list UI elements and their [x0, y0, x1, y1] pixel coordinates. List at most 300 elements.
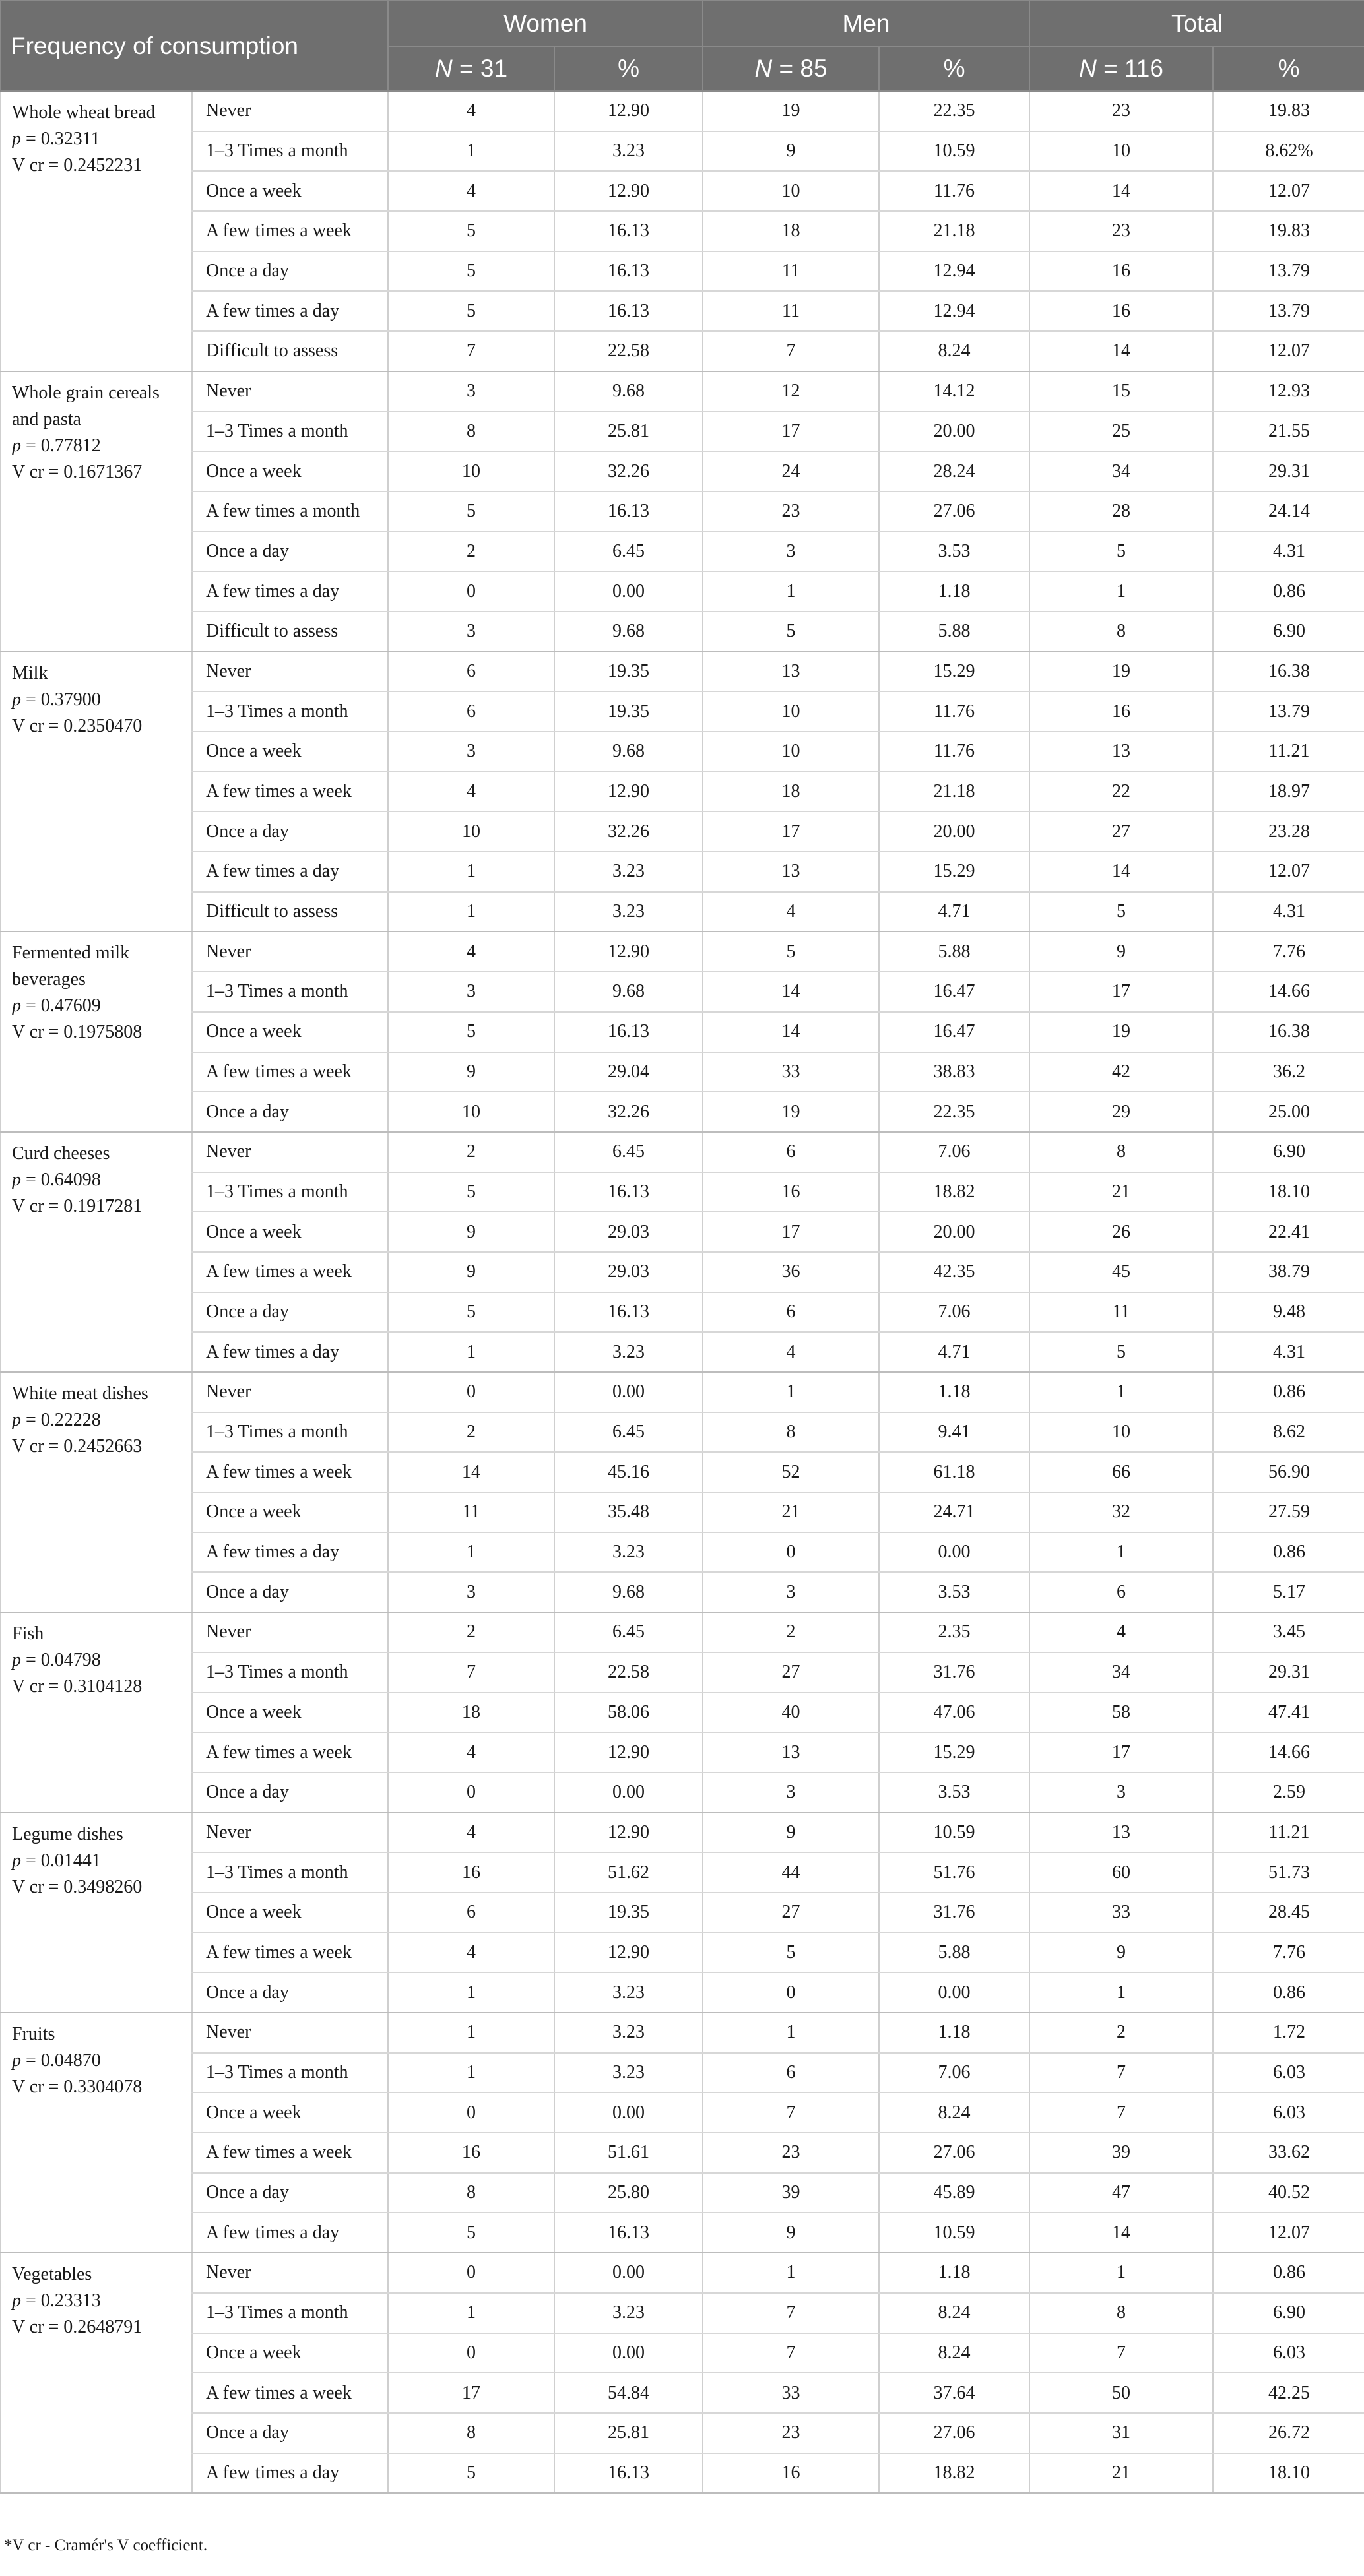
total-count-cell: 1: [1029, 1372, 1213, 1412]
women-percent-cell: 0.00: [554, 571, 703, 612]
total-count-cell: 31: [1029, 2413, 1213, 2453]
women-percent-cell: 58.06: [554, 1693, 703, 1733]
frequency-cell: 1–3 Times a month: [192, 1652, 388, 1693]
women-count-cell: 9: [388, 1212, 554, 1252]
total-count-cell: 16: [1029, 291, 1213, 331]
women-percent-cell: 22.58: [554, 331, 703, 371]
women-count-cell: 8: [388, 412, 554, 452]
food-name: Whole wheat bread: [12, 102, 156, 123]
men-count-cell: 27: [703, 1652, 879, 1693]
table-row: [1, 612, 1364, 652]
men-percent-cell: 61.18: [879, 1452, 1029, 1492]
total-percent-cell: 29.31: [1213, 451, 1364, 491]
men-count-cell: 24: [703, 451, 879, 491]
total-percent-cell: 19.83: [1213, 211, 1364, 251]
table-row: [1, 1773, 1364, 1813]
women-percent-cell: 9.68: [554, 972, 703, 1012]
frequency-cell: Once a day: [192, 1292, 388, 1333]
food-name: Fermented milk beverages: [12, 943, 130, 990]
table-row: [1, 1492, 1364, 1532]
food-name: White meat dishes: [12, 1383, 148, 1404]
total-percent-cell: 9.48: [1213, 1292, 1364, 1333]
total-percent-cell: 26.72: [1213, 2413, 1364, 2453]
table-row: [1, 571, 1364, 612]
men-percent-cell: 31.76: [879, 1652, 1029, 1693]
women-count-cell: 2: [388, 532, 554, 572]
frequency-cell: Difficult to assess: [192, 612, 388, 652]
total-percent-cell: 7.76: [1213, 1933, 1364, 1973]
women-count-cell: 4: [388, 91, 554, 131]
men-count-cell: 2: [703, 1612, 879, 1652]
table-row: [1, 892, 1364, 932]
men-percent-cell: 0.00: [879, 1972, 1029, 2013]
total-count-cell: 17: [1029, 1732, 1213, 1773]
p-value: [12, 1647, 185, 1674]
men-count-cell: 4: [703, 892, 879, 932]
women-percent-cell: 16.13: [554, 1012, 703, 1052]
p-value-number: = 0.77812: [21, 435, 101, 456]
men-percent-cell: 8.24: [879, 2333, 1029, 2373]
frequency-cell: Never: [192, 1813, 388, 1853]
men-percent-cell: 27.06: [879, 2133, 1029, 2173]
women-percent-cell: 3.23: [554, 2293, 703, 2333]
men-count-cell: 4: [703, 1332, 879, 1372]
cramers-v-value: V cr = 0.2648791: [12, 2317, 143, 2338]
total-percent-cell: 33.62: [1213, 2133, 1364, 2173]
total-count-cell: 42: [1029, 1052, 1213, 1092]
women-n-header: [388, 46, 554, 91]
p-value: [12, 1407, 185, 1433]
total-count-cell: 13: [1029, 1813, 1213, 1853]
p-value-number: = 0.64098: [21, 1169, 101, 1190]
men-percent-cell: 1.18: [879, 1372, 1029, 1412]
total-count-cell: 7: [1029, 2333, 1213, 2373]
total-count-cell: 15: [1029, 371, 1213, 412]
women-percent-cell: 12.90: [554, 1813, 703, 1853]
cramers-v-value: V cr = 0.1975808: [12, 1022, 143, 1043]
men-percent-cell: 5.88: [879, 931, 1029, 972]
women-percent-cell: 32.26: [554, 1092, 703, 1132]
frequency-cell: Once a week: [192, 1492, 388, 1532]
women-percent-cell: 0.00: [554, 2092, 703, 2133]
men-percent-cell: 3.53: [879, 1572, 1029, 1612]
table-row: [1, 1452, 1364, 1492]
frequency-cell: Once a week: [192, 451, 388, 491]
table-row: [1, 2293, 1364, 2333]
women-count-cell: 0: [388, 571, 554, 612]
women-percent-cell: 16.13: [554, 2213, 703, 2253]
table-row: [1, 972, 1364, 1012]
frequency-cell: A few times a week: [192, 1732, 388, 1773]
total-count-cell: 25: [1029, 412, 1213, 452]
men-count-cell: 17: [703, 412, 879, 452]
men-n-value: = 85: [772, 55, 828, 82]
table-row: [1, 1972, 1364, 2013]
table-row: [1, 2373, 1364, 2413]
men-count-cell: 21: [703, 1492, 879, 1532]
women-percent-cell: 25.81: [554, 412, 703, 452]
total-percent-cell: 12.07: [1213, 171, 1364, 211]
men-percent-cell: 8.24: [879, 2092, 1029, 2133]
frequency-cell: Never: [192, 2013, 388, 2053]
frequency-header: Frequency of consumption: [1, 1, 388, 91]
men-count-cell: 23: [703, 2133, 879, 2173]
cramers-v-value: V cr = 0.3304078: [12, 2077, 143, 2097]
men-percent-cell: 3.53: [879, 1773, 1029, 1813]
total-count-cell: 22: [1029, 772, 1213, 812]
men-percent-cell: 4.71: [879, 892, 1029, 932]
footnote: *V cr - Cramér's V coefficient.: [4, 2536, 208, 2554]
women-count-cell: 9: [388, 1052, 554, 1092]
p-value-number: = 0.47609: [21, 995, 101, 1017]
frequency-cell: Once a week: [192, 2092, 388, 2133]
women-percent-cell: 19.35: [554, 1893, 703, 1933]
men-percent-cell: 11.76: [879, 732, 1029, 772]
frequency-cell: Never: [192, 2253, 388, 2293]
men-n-header: [703, 46, 879, 91]
p-symbol: p: [12, 129, 21, 149]
women-percent-cell: 25.80: [554, 2173, 703, 2213]
total-count-cell: 19: [1029, 652, 1213, 692]
women-count-cell: 4: [388, 1813, 554, 1853]
n-symbol: N: [754, 55, 773, 82]
food-name: Curd cheeses: [12, 1143, 110, 1164]
men-percent-cell: 22.35: [879, 1092, 1029, 1132]
men-count-cell: 5: [703, 931, 879, 972]
total-percent-cell: 4.31: [1213, 532, 1364, 572]
total-count-cell: 1: [1029, 2253, 1213, 2293]
cramers-v-value: V cr = 0.3498260: [12, 1876, 143, 1897]
men-percent-cell: 15.29: [879, 852, 1029, 892]
frequency-cell: Never: [192, 1372, 388, 1412]
table-row: [1, 1212, 1364, 1252]
women-n-value: = 31: [452, 55, 508, 82]
food-name: Milk: [12, 662, 48, 683]
men-count-cell: 23: [703, 491, 879, 532]
men-percent-cell: 47.06: [879, 1693, 1029, 1733]
men-count-cell: 3: [703, 1773, 879, 1813]
men-count-cell: 33: [703, 2373, 879, 2413]
women-percent-header: %: [554, 46, 703, 91]
table-row: [1, 2013, 1364, 2053]
cramers-v-value: V cr = 0.2452663: [12, 1436, 143, 1457]
frequency-cell: 1–3 Times a month: [192, 131, 388, 172]
women-header: Women: [388, 1, 703, 46]
women-count-cell: 1: [388, 1332, 554, 1372]
p-symbol: p: [12, 995, 21, 1017]
table-row: [1, 772, 1364, 812]
p-symbol: p: [12, 1169, 21, 1190]
total-count-cell: 8: [1029, 612, 1213, 652]
cramers-v-value: V cr = 0.2350470: [12, 715, 143, 736]
women-percent-cell: 29.03: [554, 1252, 703, 1292]
women-percent-cell: 25.81: [554, 2413, 703, 2453]
total-count-cell: 8: [1029, 1132, 1213, 1172]
table-row: [1, 251, 1364, 292]
men-count-cell: 7: [703, 2293, 879, 2333]
women-percent-cell: 22.58: [554, 1652, 703, 1693]
men-percent-cell: 1.18: [879, 2013, 1029, 2053]
women-percent-cell: 6.45: [554, 1612, 703, 1652]
table-row: [1, 1092, 1364, 1132]
men-percent-cell: 27.06: [879, 491, 1029, 532]
women-count-cell: 0: [388, 2092, 554, 2133]
women-count-cell: 10: [388, 811, 554, 852]
table-row: [1, 1292, 1364, 1333]
total-count-cell: 11: [1029, 1292, 1213, 1333]
table-row: [1, 2053, 1364, 2093]
total-percent-cell: 22.41: [1213, 1212, 1364, 1252]
men-percent-cell: 37.64: [879, 2373, 1029, 2413]
men-percent-cell: 20.00: [879, 412, 1029, 452]
total-count-cell: 28: [1029, 491, 1213, 532]
men-percent-cell: 11.76: [879, 171, 1029, 211]
total-count-cell: 1: [1029, 1972, 1213, 2013]
total-count-cell: 27: [1029, 811, 1213, 852]
total-count-cell: 14: [1029, 2213, 1213, 2253]
men-percent-cell: 5.88: [879, 612, 1029, 652]
total-count-cell: 3: [1029, 1773, 1213, 1813]
total-percent-cell: 27.59: [1213, 1492, 1364, 1532]
men-count-cell: 6: [703, 1292, 879, 1333]
women-percent-cell: 16.13: [554, 1172, 703, 1212]
total-count-cell: 1: [1029, 1532, 1213, 1573]
men-percent-cell: 28.24: [879, 451, 1029, 491]
total-percent-cell: 19.83: [1213, 91, 1364, 131]
table-row: [1, 532, 1364, 572]
women-count-cell: 5: [388, 1012, 554, 1052]
food-group-cell: [1, 1372, 192, 1612]
women-count-cell: 5: [388, 2453, 554, 2494]
total-percent-cell: 6.03: [1213, 2092, 1364, 2133]
women-count-cell: 5: [388, 1292, 554, 1333]
women-percent-cell: 16.13: [554, 211, 703, 251]
men-percent-cell: 24.71: [879, 1492, 1029, 1532]
women-count-cell: 4: [388, 931, 554, 972]
men-count-cell: 7: [703, 2333, 879, 2373]
men-count-cell: 17: [703, 1212, 879, 1252]
men-count-cell: 1: [703, 2013, 879, 2053]
men-count-cell: 52: [703, 1452, 879, 1492]
total-percent-cell: 28.45: [1213, 1893, 1364, 1933]
women-count-cell: 3: [388, 612, 554, 652]
women-percent-cell: 9.68: [554, 371, 703, 412]
total-percent-cell: 18.10: [1213, 1172, 1364, 1212]
women-percent-cell: 3.23: [554, 852, 703, 892]
men-count-cell: 13: [703, 852, 879, 892]
men-count-cell: 6: [703, 2053, 879, 2093]
men-percent-cell: 10.59: [879, 1813, 1029, 1853]
table-row: [1, 1572, 1364, 1612]
frequency-cell: Once a day: [192, 2413, 388, 2453]
p-value: [12, 993, 185, 1019]
women-percent-cell: 12.90: [554, 1933, 703, 1973]
women-percent-cell: 32.26: [554, 451, 703, 491]
men-count-cell: 0: [703, 1972, 879, 2013]
frequency-cell: A few times a day: [192, 291, 388, 331]
women-percent-cell: 3.23: [554, 2053, 703, 2093]
total-percent-cell: 3.45: [1213, 1612, 1364, 1652]
frequency-cell: Difficult to assess: [192, 892, 388, 932]
table-row: [1, 1693, 1364, 1733]
women-percent-cell: 3.23: [554, 1332, 703, 1372]
total-percent-cell: 18.97: [1213, 772, 1364, 812]
total-percent-cell: 6.90: [1213, 1132, 1364, 1172]
total-count-cell: 33: [1029, 1893, 1213, 1933]
men-percent-cell: 42.35: [879, 1252, 1029, 1292]
men-percent-cell: 20.00: [879, 1212, 1029, 1252]
women-percent-cell: 6.45: [554, 1412, 703, 1453]
total-count-cell: 19: [1029, 1012, 1213, 1052]
total-count-cell: 39: [1029, 2133, 1213, 2173]
table-row: [1, 1732, 1364, 1773]
total-n-value: = 116: [1096, 55, 1163, 82]
total-percent-cell: 13.79: [1213, 251, 1364, 292]
men-count-cell: 14: [703, 972, 879, 1012]
women-count-cell: 16: [388, 1852, 554, 1893]
women-percent-cell: 12.90: [554, 1732, 703, 1773]
frequency-cell: 1–3 Times a month: [192, 1172, 388, 1212]
men-percent-cell: 16.47: [879, 1012, 1029, 1052]
table-row: [1, 2413, 1364, 2453]
table-row: [1, 2453, 1364, 2494]
men-percent-cell: 15.29: [879, 652, 1029, 692]
total-count-cell: 23: [1029, 211, 1213, 251]
table-row: [1, 1893, 1364, 1933]
frequency-cell: A few times a day: [192, 2213, 388, 2253]
men-percent-cell: 38.83: [879, 1052, 1029, 1092]
women-count-cell: 1: [388, 892, 554, 932]
women-count-cell: 1: [388, 852, 554, 892]
food-group-cell: [1, 91, 192, 371]
men-count-cell: 13: [703, 652, 879, 692]
frequency-cell: Once a week: [192, 1212, 388, 1252]
total-percent-cell: 47.41: [1213, 1693, 1364, 1733]
men-count-cell: 7: [703, 2092, 879, 2133]
men-count-cell: 39: [703, 2173, 879, 2213]
p-value: [12, 433, 185, 459]
total-count-cell: 60: [1029, 1852, 1213, 1893]
table-row: [1, 91, 1364, 131]
total-count-cell: 5: [1029, 532, 1213, 572]
n-symbol: N: [434, 55, 453, 82]
women-count-cell: 0: [388, 2253, 554, 2293]
total-count-cell: 14: [1029, 171, 1213, 211]
men-count-cell: 23: [703, 2413, 879, 2453]
men-count-cell: 9: [703, 2213, 879, 2253]
food-group-cell: [1, 931, 192, 1131]
total-percent-cell: 14.66: [1213, 1732, 1364, 1773]
men-percent-cell: 18.82: [879, 1172, 1029, 1212]
table-row: [1, 331, 1364, 371]
men-count-cell: 9: [703, 131, 879, 172]
total-count-cell: 45: [1029, 1252, 1213, 1292]
total-count-cell: 66: [1029, 1452, 1213, 1492]
frequency-cell: 1–3 Times a month: [192, 2053, 388, 2093]
total-count-cell: 17: [1029, 972, 1213, 1012]
men-count-cell: 1: [703, 1372, 879, 1412]
frequency-cell: A few times a week: [192, 772, 388, 812]
food-group-cell: [1, 1132, 192, 1372]
table-row: [1, 1372, 1364, 1412]
women-count-cell: 7: [388, 331, 554, 371]
men-count-cell: 8: [703, 1412, 879, 1453]
men-count-cell: 40: [703, 1693, 879, 1733]
food-group-cell: [1, 2013, 192, 2253]
frequency-cell: Never: [192, 1132, 388, 1172]
men-percent-cell: 45.89: [879, 2173, 1029, 2213]
men-percent-cell: 10.59: [879, 131, 1029, 172]
total-count-cell: 14: [1029, 852, 1213, 892]
women-percent-cell: 12.90: [554, 91, 703, 131]
men-count-cell: 19: [703, 1092, 879, 1132]
table-row: [1, 811, 1364, 852]
p-value: [12, 1848, 185, 1874]
women-count-cell: 5: [388, 1172, 554, 1212]
total-percent-cell: 2.59: [1213, 1773, 1364, 1813]
frequency-cell: Once a day: [192, 1572, 388, 1612]
frequency-cell: Never: [192, 1612, 388, 1652]
women-percent-cell: 51.61: [554, 2133, 703, 2173]
frequency-cell: 1–3 Times a month: [192, 2293, 388, 2333]
women-count-cell: 0: [388, 2333, 554, 2373]
men-percent-cell: 0.00: [879, 1532, 1029, 1573]
women-count-cell: 1: [388, 2013, 554, 2053]
women-percent-cell: 12.90: [554, 171, 703, 211]
men-count-cell: 14: [703, 1012, 879, 1052]
men-percent-cell: 15.29: [879, 1732, 1029, 1773]
total-percent-cell: 12.93: [1213, 371, 1364, 412]
total-percent-cell: 18.10: [1213, 2453, 1364, 2494]
p-value-number: = 0.01441: [21, 1850, 101, 1871]
frequency-cell: A few times a day: [192, 571, 388, 612]
women-percent-cell: 0.00: [554, 2333, 703, 2373]
women-count-cell: 3: [388, 1572, 554, 1612]
table-row: [1, 1933, 1364, 1973]
table-row: [1, 1012, 1364, 1052]
frequency-cell: A few times a day: [192, 852, 388, 892]
women-count-cell: 10: [388, 451, 554, 491]
women-count-cell: 0: [388, 1372, 554, 1412]
women-percent-cell: 9.68: [554, 732, 703, 772]
total-count-cell: 34: [1029, 451, 1213, 491]
total-count-cell: 1: [1029, 571, 1213, 612]
men-percent-cell: 1.18: [879, 2253, 1029, 2293]
table-row: [1, 2092, 1364, 2133]
food-group-cell: [1, 652, 192, 932]
men-count-cell: 27: [703, 1893, 879, 1933]
frequency-cell: A few times a week: [192, 1452, 388, 1492]
frequency-cell: Once a week: [192, 171, 388, 211]
women-percent-cell: 9.68: [554, 1572, 703, 1612]
total-n-header: [1029, 46, 1213, 91]
men-percent-cell: 12.94: [879, 251, 1029, 292]
total-count-cell: 7: [1029, 2053, 1213, 2093]
frequency-cell: Difficult to assess: [192, 331, 388, 371]
men-percent-cell: 8.24: [879, 2293, 1029, 2333]
table-row: [1, 2213, 1364, 2253]
table-row: [1, 1052, 1364, 1092]
total-count-cell: 14: [1029, 331, 1213, 371]
total-percent-cell: 0.86: [1213, 571, 1364, 612]
total-percent-cell: 0.86: [1213, 1532, 1364, 1573]
men-percent-cell: 10.59: [879, 2213, 1029, 2253]
total-percent-cell: 8.62: [1213, 1412, 1364, 1453]
men-percent-cell: 9.41: [879, 1412, 1029, 1453]
frequency-cell: A few times a week: [192, 1252, 388, 1292]
women-count-cell: 2: [388, 1612, 554, 1652]
women-count-cell: 1: [388, 2293, 554, 2333]
